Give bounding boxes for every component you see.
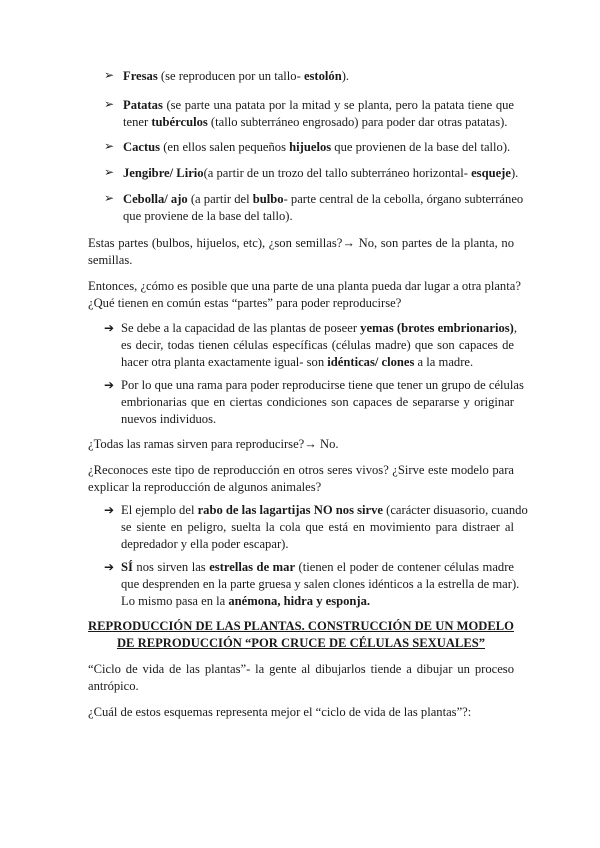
arrow2-line2: embrionarias que en ciertas condiciones son capaces de separarse y originar xyxy=(121,395,514,409)
arrowhead-bullet-icon: ➢ xyxy=(104,191,115,205)
arrow-bullet-icon: ➔ xyxy=(104,560,115,574)
bullet-cebolla-line1: Cebolla/ ajo (a partir del bulbo- parte central de la cebolla, órgano subterráneo xyxy=(123,192,524,206)
arrow-bullet-icon: ➔ xyxy=(104,378,115,392)
paragraph-ramas: ¿Todas las ramas sirven para reproducirse?→ No. xyxy=(88,437,339,451)
arrow4-line2: que desprenden en la parte gruesa y salen clones idénticos a la estrella de mar). xyxy=(121,577,520,591)
section-heading-line1: REPRODUCCIÓN DE LAS PLANTAS. CONSTRUCCIÓN DE UN MODELO xyxy=(88,619,514,633)
paragraph-ciclo-line2: antrópico. xyxy=(88,679,139,693)
arrow2-line3: nuevos individuos. xyxy=(121,412,217,426)
arrow2-line1: Por lo que una rama para poder reproducirse tiene que tener un grupo de células xyxy=(121,378,524,392)
arrow1-line3: hacer otra planta exactamente igual- son idénticas/ clones a la madre. xyxy=(121,355,474,369)
bullet-fresas: Fresas (se reproducen por un tallo- estolón). xyxy=(123,69,350,83)
bullet-jengibre: Jengibre/ Lirio(a partir de un trozo del tallo subterráneo horizontal- esqueje). xyxy=(123,166,519,180)
arrow-bullet-icon: ➔ xyxy=(104,503,115,517)
paragraph-semillas-line1: Estas partes (bulbos, hijuelos, etc), ¿son semillas?→ No, son partes de la planta, no xyxy=(88,236,514,250)
bullet-patatas-line2: tener tubérculos (tallo subterráneo engrosado) para poder dar otras patatas). xyxy=(123,115,508,129)
arrow3-line2: se siente en peligro, suelta la cola que está en movimiento para distraer al xyxy=(121,520,514,534)
bullet-cebolla-line2: que proviene de la base del tallo). xyxy=(123,209,293,223)
section-heading-line2: DE REPRODUCCIÓN “POR CRUCE DE CÉLULAS SEXUALES” xyxy=(116,636,486,650)
paragraph-ciclo-line1: “Ciclo de vida de las plantas”- la gente al dibujarlos tiende a dibujar un proceso xyxy=(88,662,514,676)
arrow3-line1: El ejemplo del rabo de las lagartijas NO nos sirve (carácter disuasorio, cuando xyxy=(121,503,528,517)
arrow3-line3: depredador y ella poder escapar). xyxy=(121,537,289,551)
arrow4-line1: SÍ nos sirven las estrellas de mar (tienen el poder de contener células madre xyxy=(121,560,515,574)
arrow1-line2: es decir, todas tienen células específicas (células madre) que son capaces de xyxy=(121,338,514,352)
bullet-patatas-line1: Patatas (se parte una patata por la mitad y se planta, pero la patata tiene que xyxy=(123,98,514,112)
paragraph-animals-line1: ¿Reconoces este tipo de reproducción en otros seres vivos? ¿Sirve este modelo para xyxy=(88,463,514,477)
paragraph-esquemas: ¿Cuál de estos esquemas representa mejor el “ciclo de vida de las plantas”?: xyxy=(88,705,472,719)
paragraph-semillas-line2: semillas. xyxy=(88,253,133,267)
arrowhead-bullet-icon: ➢ xyxy=(104,97,115,111)
arrowhead-bullet-icon: ➢ xyxy=(104,68,115,82)
paragraph-question-line1: Entonces, ¿cómo es posible que una parte de una planta pueda dar lugar a otra planta? xyxy=(88,279,521,293)
arrow4-line3: Lo mismo pasa en la anémona, hidra y esponja. xyxy=(121,594,371,608)
bullet-cactus: Cactus (en ellos salen pequeños hijuelos que provienen de la base del tallo). xyxy=(123,140,511,154)
arrowhead-bullet-icon: ➢ xyxy=(104,139,115,153)
paragraph-animals-line2: explicar la reproducción de algunos animales? xyxy=(88,480,322,494)
arrow-bullet-icon: ➔ xyxy=(104,321,115,335)
arrowhead-bullet-icon: ➢ xyxy=(104,165,115,179)
paragraph-question-line2: ¿Qué tienen en común estas “partes” para poder reproducirse? xyxy=(88,296,402,310)
arrow1-line1: Se debe a la capacidad de las plantas de poseer yemas (brotes embrionarios), xyxy=(121,321,517,335)
